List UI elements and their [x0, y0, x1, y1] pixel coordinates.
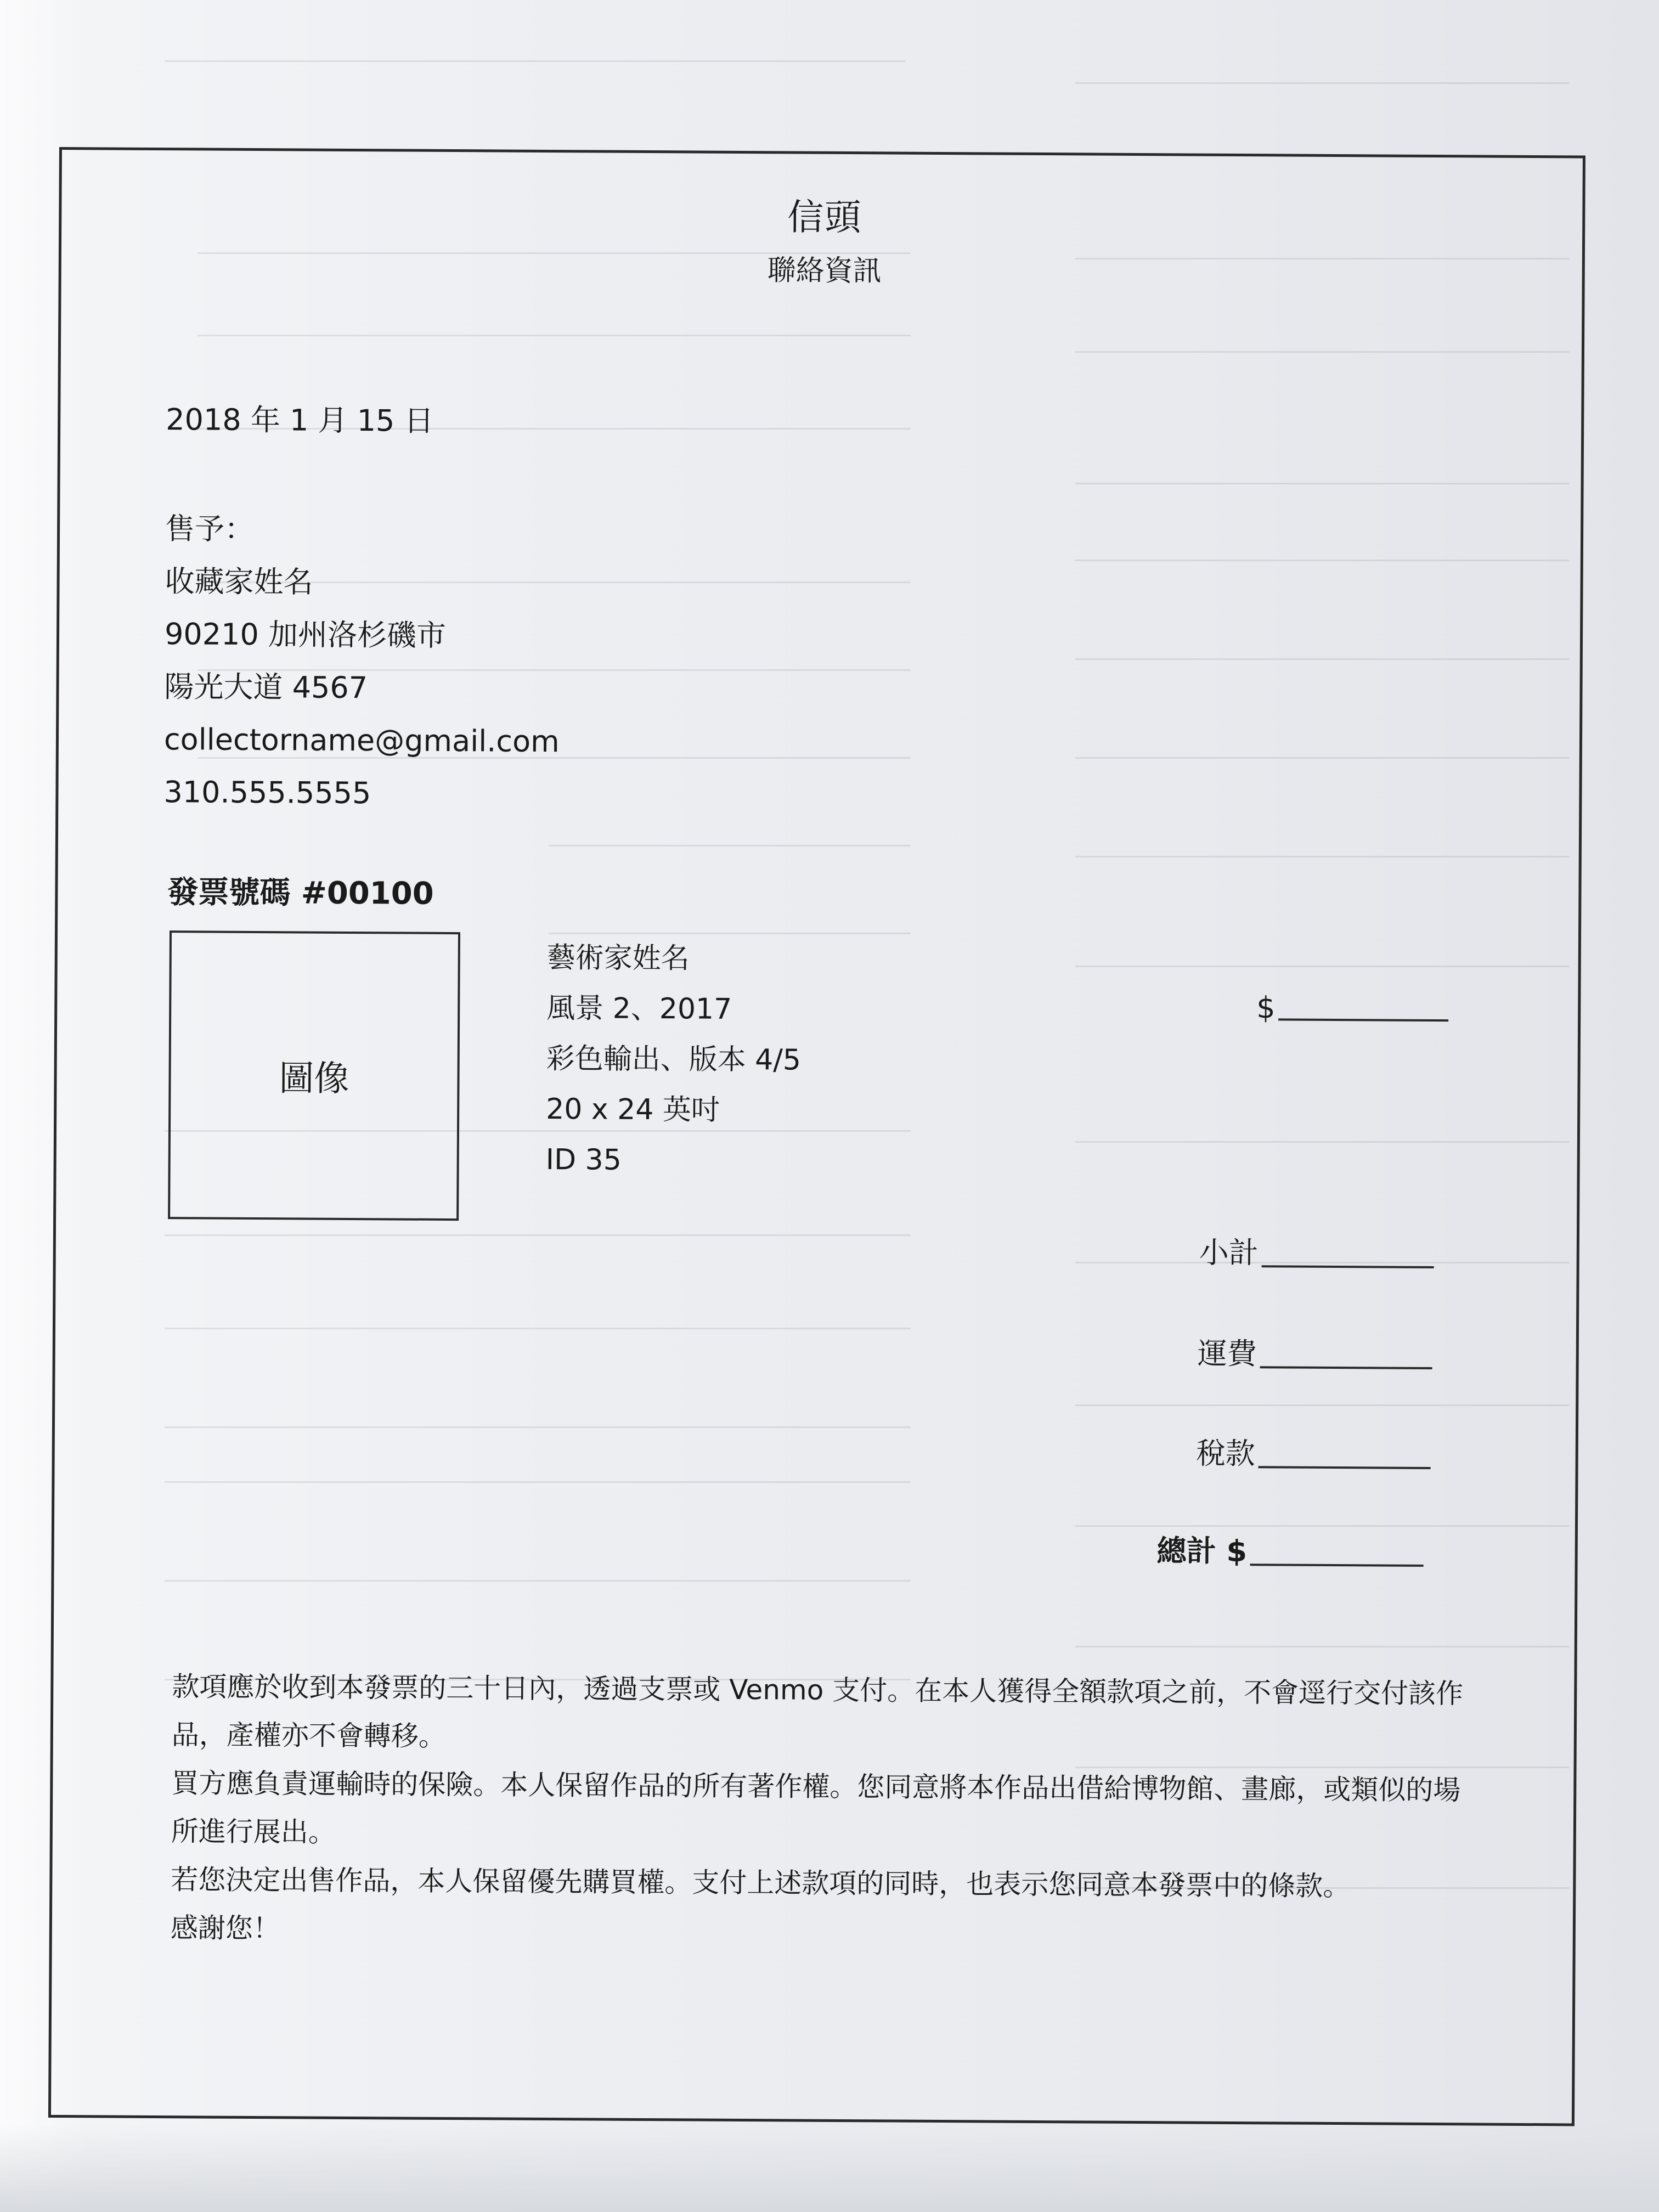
- terms-block: [171, 1662, 1478, 1959]
- first-refusal-terms: 若您決定出售作品，本人保留優先購買權。支付上述款項的同時，也表示您同意本發票中的條款。: [171, 1864, 1351, 1903]
- tax-line: [1196, 1430, 1431, 1474]
- invoice-date: 2018 年 1 月 15 日: [166, 402, 434, 438]
- artwork-id: ID 35: [545, 1143, 622, 1177]
- artwork-details: [545, 933, 802, 1187]
- total-label: 總計 $: [1156, 1533, 1248, 1569]
- collector-email: collectorname@gmail.com: [163, 722, 560, 759]
- artwork-title-year: 風景 2、2017: [546, 991, 732, 1026]
- thank-you-note: 感謝您！: [170, 1912, 281, 1945]
- artwork-image-placeholder: [168, 930, 460, 1221]
- insurance-terms: 買方應負責運輸時的保險。本人保留作品的所有著作權。您同意將本作品出借給博物館、畫廊，或類似的場所進行展出。: [171, 1767, 1461, 1848]
- collector-street: 陽光大道 4567: [164, 669, 368, 706]
- invoice-number: 發票號碼 #00100: [167, 874, 434, 912]
- artwork-size: 20 x 24 英吋: [546, 1092, 720, 1127]
- subtotal-blank: [1262, 1263, 1434, 1268]
- page-edge-shadow: [0, 2124, 1659, 2212]
- sold-to-label: 售予：: [165, 511, 255, 546]
- total-line: [1157, 1527, 1424, 1571]
- shipping-line: [1198, 1330, 1432, 1374]
- invoice-frame: [48, 147, 1585, 2126]
- artist-name: 藝術家姓名: [546, 941, 690, 975]
- subtotal-label: 小計: [1199, 1235, 1259, 1271]
- subtotal-line: [1199, 1229, 1434, 1273]
- tax-blank: [1259, 1464, 1431, 1469]
- total-blank: [1250, 1561, 1424, 1567]
- image-placeholder-label: 圖像: [279, 1058, 349, 1099]
- shipping-label: 運費: [1197, 1336, 1257, 1372]
- artwork-medium: 彩色輸出、版本 4/5: [546, 1042, 802, 1077]
- contact-info: 聯絡資訊: [767, 254, 882, 288]
- collector-name: 收藏家姓名: [165, 564, 313, 600]
- tax-label: 稅款: [1195, 1436, 1255, 1471]
- shipping-blank: [1260, 1364, 1432, 1369]
- sold-to-block: [163, 503, 561, 821]
- collector-phone: 310.555.5555: [163, 775, 371, 811]
- price-line: [1256, 990, 1449, 1026]
- letterhead-title: 信頭: [787, 196, 862, 239]
- price-label: $: [1256, 990, 1276, 1025]
- payment-terms: 款項應於收到本發票的三十日內，透過支票或 Venmo 支付。在本人獲得全額款項之前，不會逕行交付該作品，產權亦不會轉移。: [171, 1671, 1464, 1752]
- collector-city: 90210 加州洛杉磯市: [164, 617, 447, 653]
- price-blank: [1279, 1016, 1449, 1022]
